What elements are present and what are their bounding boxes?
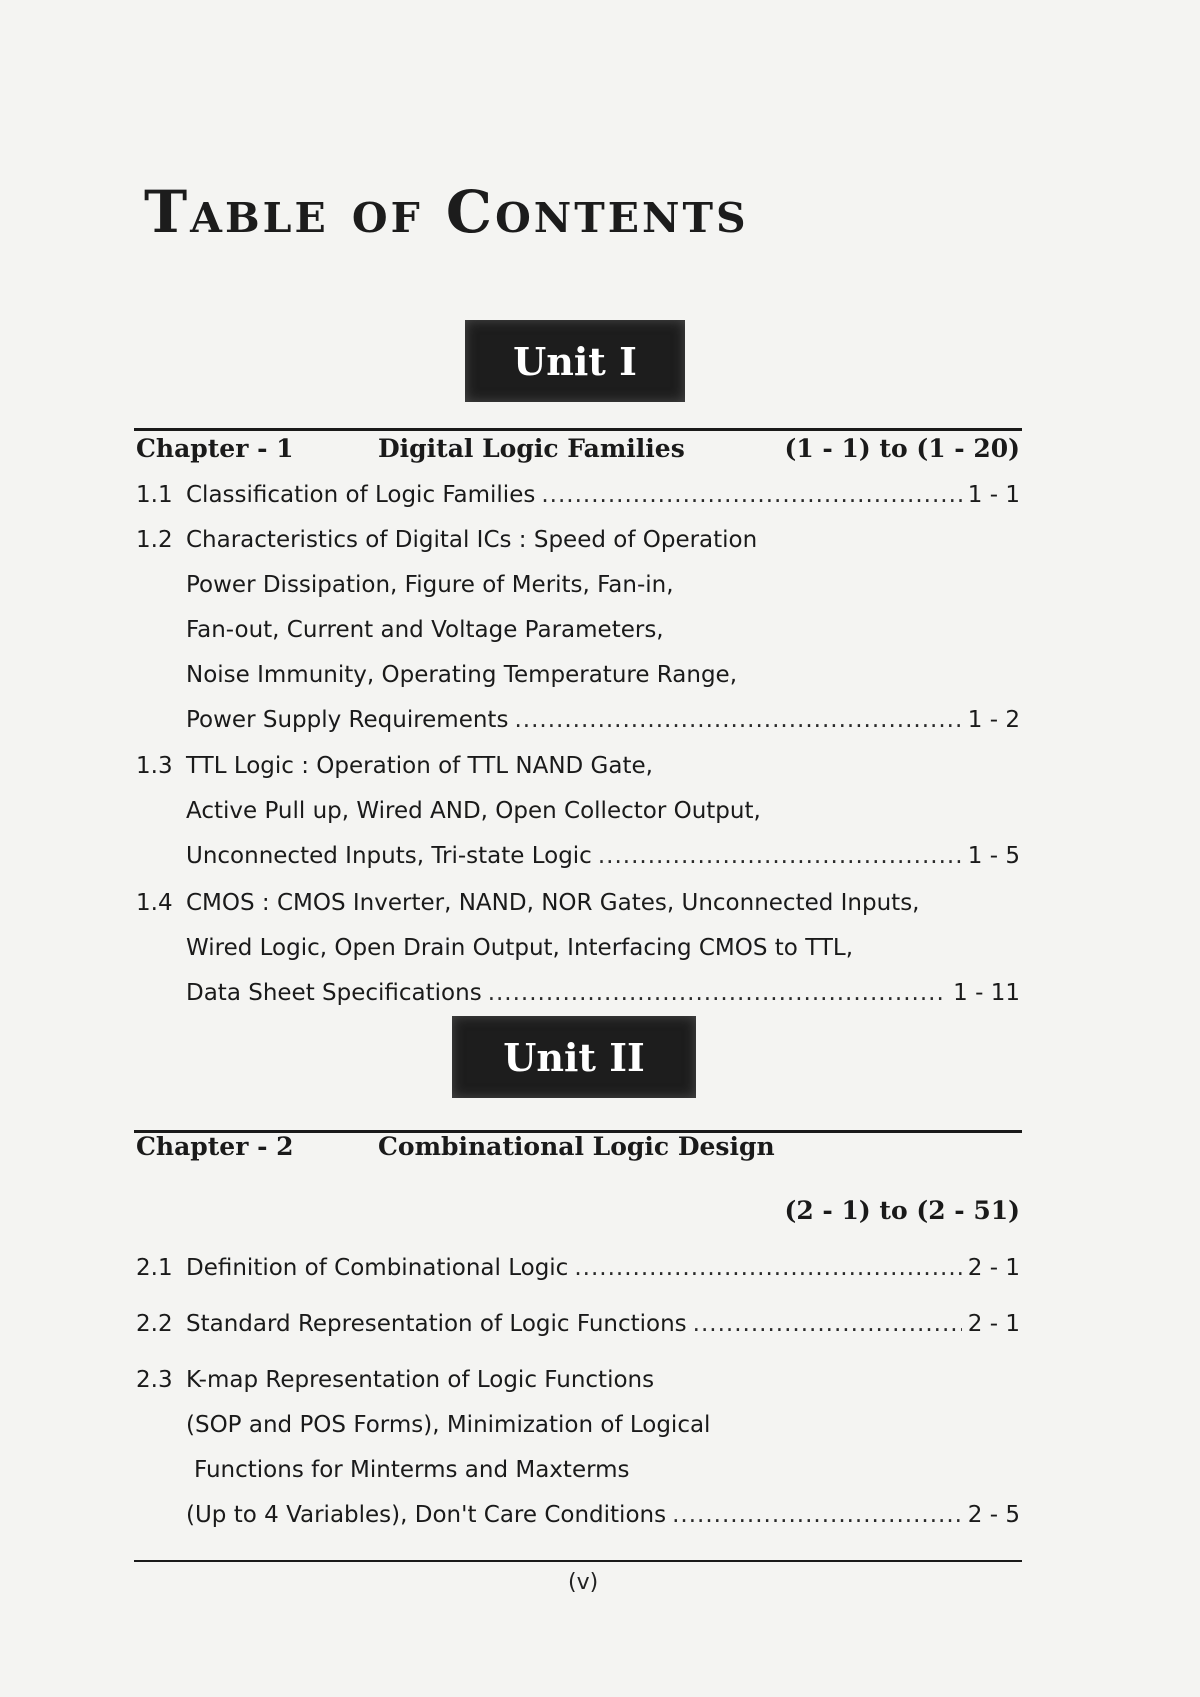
toc-entry-2-1[interactable] [136, 1246, 1020, 1291]
section-text: Power Supply Requirements [186, 707, 509, 733]
dot-leader [672, 1493, 962, 1538]
chapter-title: Digital Logic Families [378, 434, 685, 463]
chapter-title: Combinational Logic Design [378, 1132, 775, 1161]
toc-entry-1-2[interactable] [136, 518, 1020, 743]
section-number: 2.1 [136, 1255, 173, 1281]
chapter-number: Chapter - 2 [136, 1132, 294, 1161]
toc-entry-2-2[interactable] [136, 1302, 1020, 1347]
section-text: K-map Representation of Logic Functions [186, 1367, 655, 1393]
toc-entry-1-1[interactable] [136, 473, 1020, 518]
section-text: Unconnected Inputs, Tri-state Logic [186, 843, 592, 869]
section-text: CMOS : CMOS Inverter, NAND, NOR Gates, Unconnected Inputs, [186, 890, 920, 916]
dot-leader [541, 473, 961, 518]
toc-entry-2-3[interactable] [136, 1358, 1020, 1538]
section-text: (SOP and POS Forms), Minimization of Logical [186, 1412, 711, 1438]
divider [134, 428, 1022, 431]
section-number: 2.3 [136, 1367, 173, 1393]
dot-leader [693, 1302, 962, 1347]
section-text: Classification of Logic Families [186, 482, 536, 508]
section-text: Functions for Minterms and Maxterms [194, 1457, 630, 1483]
divider [134, 1560, 1022, 1562]
section-text: (Up to 4 Variables), Don't Care Conditions [186, 1502, 667, 1528]
section-page: 2 - 1 [967, 1311, 1020, 1337]
unit-badge-1: Unit I [465, 320, 685, 402]
chapter-number: Chapter - 1 [136, 434, 294, 463]
section-text: Power Dissipation, Figure of Merits, Fan-in, [186, 572, 674, 598]
section-text: TTL Logic : Operation of TTL NAND Gate, [186, 753, 653, 779]
section-number: 2.2 [136, 1311, 173, 1337]
section-text: Definition of Combinational Logic [186, 1255, 569, 1281]
section-number: 1.4 [136, 890, 173, 916]
section-number: 1.1 [136, 482, 173, 508]
section-text: Wired Logic, Open Drain Output, Interfacing CMOS to TTL, [186, 935, 854, 961]
chapter-heading-2 [136, 1132, 1020, 1168]
page-title: Table of Contents [144, 178, 749, 246]
section-page: 2 - 5 [967, 1502, 1020, 1528]
section-number: 1.3 [136, 753, 173, 779]
section-page: 1 - 2 [967, 707, 1020, 733]
section-text: Data Sheet Specifications [186, 980, 482, 1006]
dot-leader [514, 698, 961, 743]
section-page: 1 - 1 [967, 482, 1020, 508]
dot-leader [598, 834, 962, 879]
unit-badge-2: Unit II [452, 1016, 696, 1098]
section-text: Active Pull up, Wired AND, Open Collector Output, [186, 798, 761, 824]
chapter-page-range: (1 - 1) to (1 - 20) [784, 434, 1020, 463]
toc-entry-1-3[interactable] [136, 744, 1020, 879]
section-number: 1.2 [136, 527, 173, 553]
section-page: 1 - 11 [953, 980, 1020, 1006]
section-page: 2 - 1 [967, 1255, 1020, 1281]
toc-entry-1-4[interactable] [136, 881, 1020, 1016]
section-text: Noise Immunity, Operating Temperature Range, [186, 662, 738, 688]
section-text: Standard Representation of Logic Functions [186, 1311, 687, 1337]
chapter-page-range: (2 - 1) to (2 - 51) [784, 1196, 1020, 1225]
dot-leader [488, 971, 947, 1016]
section-text: Characteristics of Digital ICs : Speed of Operation [186, 527, 758, 553]
page-number: (v) [568, 1570, 599, 1595]
chapter-heading-1 [136, 434, 1020, 470]
dot-leader [574, 1246, 961, 1291]
section-page: 1 - 5 [967, 843, 1020, 869]
section-text: Fan-out, Current and Voltage Parameters, [186, 617, 664, 643]
